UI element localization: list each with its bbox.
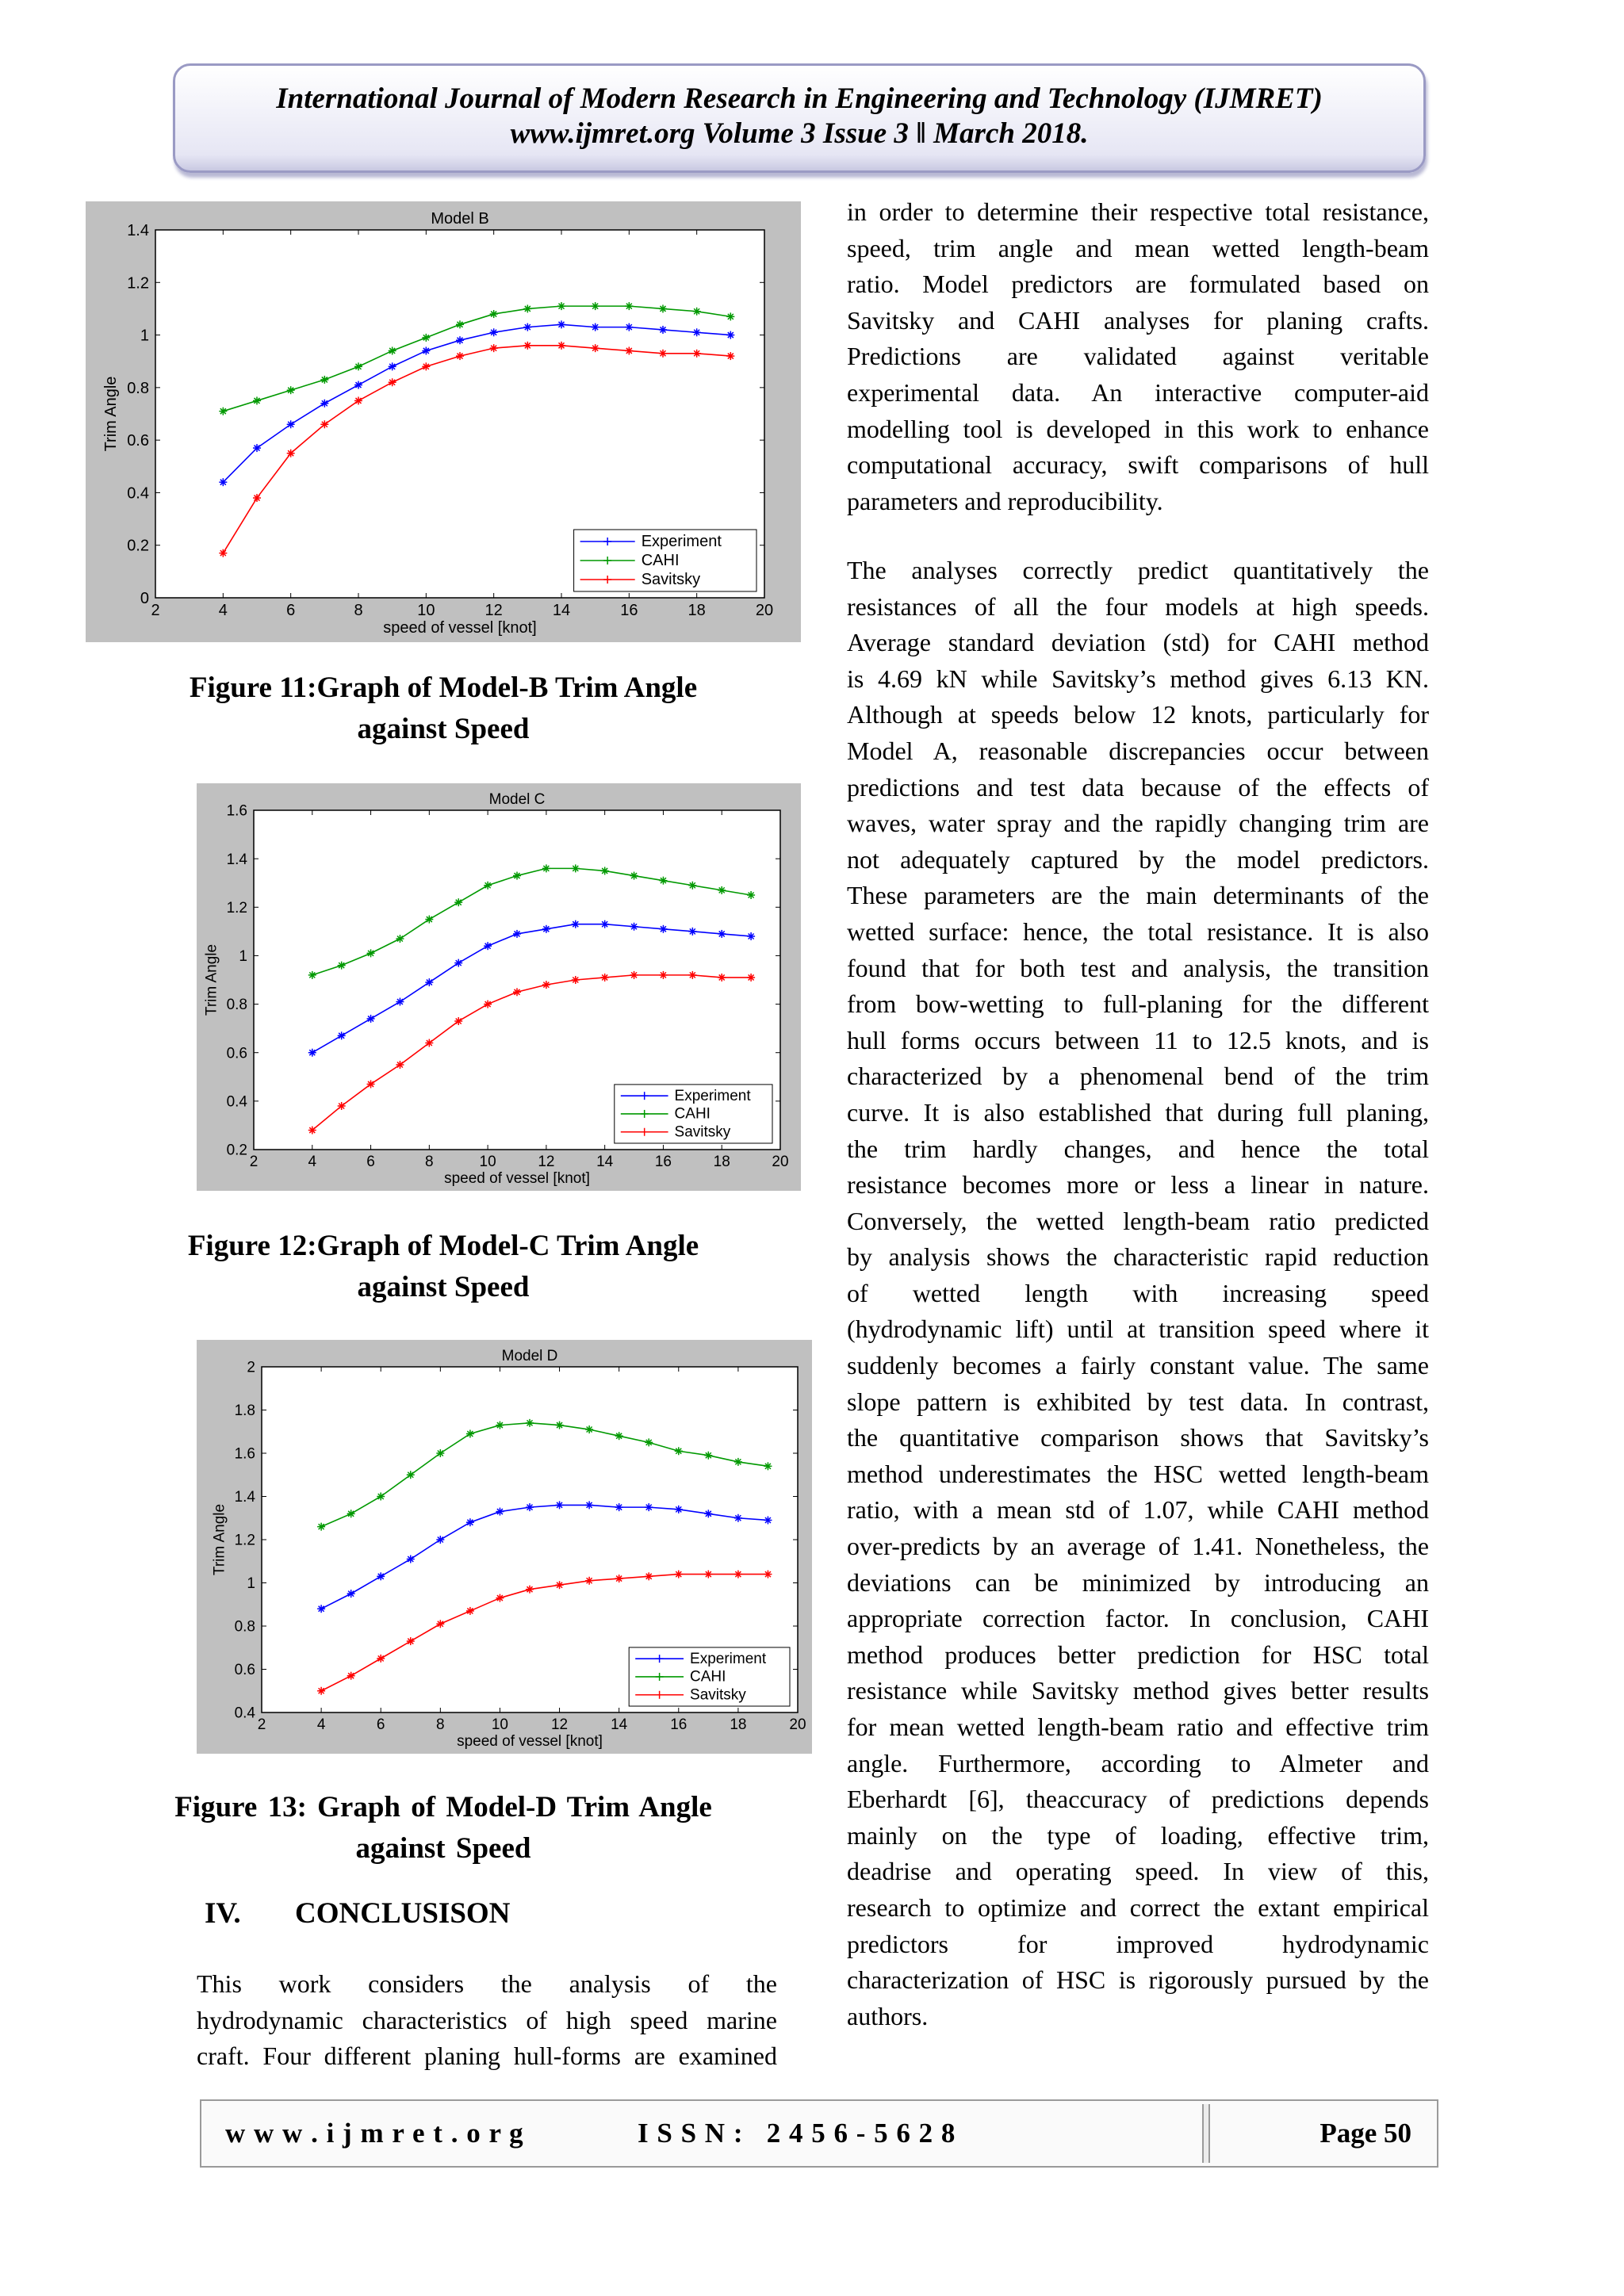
chart-title: Model C: [488, 791, 546, 808]
text-line: slope pattern is exhibited by test data. In contrast,: [847, 1387, 1429, 1416]
x-tick-label: 20: [789, 1716, 806, 1733]
figure-11-caption: [86, 668, 801, 750]
y-tick-label: 1: [247, 1575, 255, 1593]
text-line: computational accuracy, swift comparisons of hull: [847, 450, 1429, 480]
data-point-experiment: [645, 1503, 653, 1511]
text-line: characterized by a phenomenal bend of the trim: [847, 1062, 1429, 1091]
x-axis-label: speed of vessel [knot]: [457, 1732, 603, 1750]
text-line: research to optimize and correct the extant empirical: [847, 1892, 1429, 1922]
x-tick-label: 10: [479, 1154, 496, 1170]
y-tick-label: 1.4: [226, 851, 247, 868]
journal-issue: www.ijmret.org Volume 3 Issue 3 ǁ March 2018.: [510, 117, 1089, 150]
text-line: authors.: [847, 2001, 929, 2030]
x-tick-label: 10: [491, 1716, 509, 1733]
text-line: resistance becomes more or less a linear in nature.: [847, 1170, 1429, 1200]
text-line: angle. Furthermore, according to Almeter and: [847, 1748, 1429, 1777]
text-line: not adequately captured by the model predictors.: [847, 844, 1429, 874]
y-tick-label: 1.2: [226, 899, 247, 916]
section-number: IV.: [205, 1897, 241, 1930]
text-line: over-predicts by an average of 1.41. Nonetheless, the: [847, 1532, 1429, 1561]
data-point-experiment: [396, 998, 404, 1006]
data-point-savitsky: [377, 1655, 385, 1663]
legend-label-cahi: CAHI: [690, 1668, 726, 1686]
data-point-cahi: [625, 302, 633, 310]
data-point-experiment: [693, 328, 701, 336]
footer-divider: [1202, 2104, 1210, 2163]
text-line: resistance while Savitsky method gives better results: [847, 1676, 1429, 1705]
data-point-experiment: [734, 1514, 742, 1522]
x-tick-label: 4: [316, 1716, 326, 1733]
chart-legend: [574, 530, 756, 591]
data-point-savitsky: [436, 1620, 444, 1628]
y-tick-label: 0.2: [127, 537, 149, 555]
y-tick-label: 0.2: [226, 1142, 247, 1159]
data-point-savitsky: [396, 1061, 404, 1069]
text-line: the trim hardly changes, and hence the total: [847, 1134, 1429, 1163]
data-point-cahi: [645, 1438, 653, 1446]
text-line: Eberhardt [6], theaccuracy of predictions depends: [847, 1785, 1429, 1814]
data-point-cahi: [253, 396, 261, 404]
data-point-savitsky: [354, 396, 362, 404]
x-tick-label: 2: [249, 1154, 259, 1170]
text-line: characterization of HSC is rigorously pursued by the: [847, 1965, 1429, 1995]
x-tick-label: 14: [552, 602, 571, 619]
x-axis-label: speed of vessel [knot]: [444, 1169, 590, 1187]
y-tick-label: 2: [247, 1359, 255, 1376]
y-axis-label: Trim Angle: [102, 376, 120, 452]
chart-title: Model B: [431, 210, 489, 228]
x-tick-label: 14: [611, 1716, 628, 1733]
y-tick-label: 1.2: [127, 274, 149, 293]
data-point-cahi: [377, 1493, 385, 1501]
x-tick-label: 18: [713, 1154, 730, 1170]
text-line: is 4.69 kN while Savitsky’s method gives 6.13 KN.: [847, 664, 1429, 693]
data-point-cahi: [747, 891, 755, 899]
x-tick-label: 8: [425, 1154, 434, 1170]
figure-12-caption: [86, 1226, 801, 1308]
x-tick-label: 4: [308, 1154, 317, 1170]
text-line: hull forms occurs between 11 to 12.5 knots, and is: [847, 1025, 1429, 1054]
chart-title: Model D: [501, 1348, 558, 1364]
data-point-savitsky: [693, 350, 701, 358]
data-point-cahi: [726, 312, 734, 320]
figure-model-d-chart: [197, 1340, 812, 1754]
y-tick-label: 0.8: [234, 1618, 255, 1636]
footer-website: w w w . i j m r e t . o r g: [225, 2118, 524, 2149]
y-tick-label: 0: [140, 590, 149, 607]
data-point-savitsky: [389, 378, 396, 386]
text-line: ratio. Model predictors are formulated based on: [847, 270, 1429, 299]
legend-label-cahi: CAHI: [641, 552, 680, 569]
legend-label-experiment: Experiment: [690, 1650, 767, 1667]
data-point-savitsky: [659, 350, 667, 358]
text-line: mainly on the type of loading, effective trim,: [847, 1820, 1429, 1850]
text-line: predictions and test data because of the effects of: [847, 772, 1429, 802]
conclusion-paragraph-right-2: [847, 553, 1429, 2034]
section-title: CONCLUSISON: [295, 1897, 511, 1930]
data-point-cahi: [693, 308, 701, 316]
y-tick-label: 1.4: [234, 1489, 255, 1506]
data-point-savitsky: [454, 1017, 462, 1025]
x-tick-label: 12: [538, 1154, 555, 1170]
text-line: of wetted length with increasing speed: [847, 1278, 1429, 1307]
x-tick-label: 18: [730, 1716, 747, 1733]
page-footer: [200, 2099, 1438, 2168]
text-line: resistances of all the four models at high speeds.: [847, 591, 1429, 621]
y-tick-label: 0.6: [234, 1662, 255, 1679]
data-point-experiment: [320, 400, 328, 408]
text-line: Average standard deviation (std) for CAHI method: [847, 628, 1429, 657]
y-tick-label: 1.4: [127, 222, 149, 239]
legend-label-cahi: CAHI: [674, 1105, 710, 1123]
y-tick-label: 0.6: [127, 432, 149, 450]
text-line: Predictions are validated against veritable: [847, 342, 1429, 371]
x-tick-label: 2: [257, 1716, 266, 1733]
x-tick-label: 4: [218, 602, 228, 619]
text-line: suddenly becomes a fairly constant value. The same: [847, 1351, 1429, 1380]
text-line: found that for both test and analysis, the transition: [847, 953, 1429, 982]
figure-model-b-chart: [86, 201, 801, 642]
data-point-experiment: [747, 932, 755, 940]
legend-label-experiment: Experiment: [674, 1087, 751, 1104]
text-line: The analyses correctly predict quantitatively the: [847, 556, 1429, 584]
text-line: ratio, with a mean std of 1.07, while CAHI method: [847, 1495, 1429, 1525]
text-line: for mean wetted length-beam ratio and effective trim: [847, 1712, 1429, 1741]
text-line: by analysis shows the characteristic rapid reduction: [847, 1242, 1429, 1272]
journal-header: [173, 63, 1426, 173]
data-point-experiment: [526, 1503, 534, 1511]
figure-11-caption-text: Figure 11:Graph of Model-B Trim Angle against Speed: [189, 672, 698, 745]
text-line: wetted surface: hence, the total resistance. It is also: [847, 916, 1429, 946]
y-tick-label: 0.8: [226, 997, 247, 1014]
legend-label-experiment: Experiment: [641, 533, 722, 550]
x-tick-label: 6: [366, 1154, 375, 1170]
y-tick-label: 1.2: [234, 1532, 255, 1549]
data-point-savitsky: [308, 1127, 316, 1135]
text-line: parameters and reproducibility.: [847, 486, 1163, 515]
text-line: predictors for improved hydrodynamic: [847, 1929, 1429, 1958]
figure-13-caption: [86, 1787, 801, 1869]
y-tick-label: 1.8: [234, 1402, 255, 1420]
text-line: deviations can be minimized by introducing an: [847, 1567, 1429, 1597]
x-axis-label: speed of vessel [knot]: [383, 619, 537, 637]
y-tick-label: 1.6: [234, 1445, 255, 1463]
text-line: method produces better prediction for HSC total: [847, 1640, 1429, 1669]
text-line: appropriate correction factor. In conclusion, CAHI: [847, 1604, 1429, 1633]
legend-label-savitsky: Savitsky: [690, 1686, 746, 1704]
text-line: in order to determine their respective total resistance,: [847, 197, 1429, 226]
text-line: Savitsky and CAHI analyses for planing crafts.: [847, 305, 1429, 335]
data-point-experiment: [625, 323, 633, 331]
data-point-savitsky: [592, 344, 599, 352]
text-line: speed, trim angle and mean wetted length-beam: [847, 233, 1429, 262]
text-line: These parameters are the main determinants of the: [847, 881, 1429, 910]
data-point-cahi: [396, 935, 404, 943]
footer-page-number: Page 50: [1320, 2118, 1411, 2149]
text-line: Model A, reasonable discrepancies occur between: [847, 736, 1429, 765]
y-axis-label: Trim Angle: [211, 1503, 228, 1576]
x-tick-label: 18: [688, 602, 706, 619]
conclusion-paragraph-right-1: [847, 194, 1429, 519]
x-tick-label: 12: [485, 602, 503, 619]
text-line: modelling tool is developed in this work to enhance: [847, 414, 1429, 443]
x-tick-label: 14: [596, 1154, 614, 1170]
y-tick-label: 0.4: [234, 1705, 255, 1722]
data-point-experiment: [592, 323, 599, 331]
legend-label-savitsky: Savitsky: [674, 1123, 731, 1141]
data-point-savitsky: [320, 420, 328, 428]
data-point-savitsky: [572, 976, 580, 984]
x-tick-label: 20: [755, 602, 774, 619]
text-line: curve. It is also established that during full planing,: [847, 1097, 1429, 1127]
x-tick-label: 16: [654, 1154, 672, 1170]
text-line: hydrodynamic characteristics of high speed marine: [197, 2005, 777, 2034]
figure-13-caption-text: Figure 13: Graph of Model-D Trim Angle against Speed: [174, 1791, 712, 1865]
chart-legend: [615, 1085, 772, 1143]
data-point-savitsky: [253, 494, 261, 502]
text-line: experimental data. An interactive computer-aid: [847, 377, 1429, 407]
data-point-cahi: [407, 1471, 415, 1479]
legend-label-savitsky: Savitsky: [641, 571, 701, 588]
x-tick-label: 10: [417, 602, 435, 619]
y-tick-label: 0.8: [127, 379, 149, 397]
text-line: craft. Four different planing hull-forms are examined: [197, 2042, 777, 2071]
data-point-experiment: [523, 323, 531, 331]
text-line: the quantitative comparison shows that Savitsky’s: [847, 1423, 1429, 1452]
data-point-cahi: [592, 302, 599, 310]
y-tick-label: 1: [140, 327, 149, 345]
text-line: waves, water spray and the rapidly changing trim are: [847, 809, 1429, 838]
journal-title: International Journal of Modern Research in Engineering and Technology (IJMRET): [276, 82, 1323, 115]
x-tick-label: 8: [436, 1716, 445, 1733]
y-tick-label: 1.6: [226, 802, 247, 820]
figure-12-caption-text: Figure 12:Graph of Model-C Trim Angle against Speed: [187, 1230, 699, 1303]
data-point-savitsky: [317, 1687, 325, 1695]
text-line: Conversely, the wetted length-beam ratio predicted: [847, 1206, 1429, 1235]
text-line: from bow-wetting to full-planing for the different: [847, 989, 1429, 1019]
text-line: Although at speeds below 12 knots, particularly for: [847, 700, 1429, 729]
y-axis-label: Trim Angle: [203, 943, 220, 1016]
text-line: This work considers the analysis of the: [197, 1969, 777, 1998]
figure-model-c-chart: [197, 783, 801, 1191]
x-tick-label: 2: [151, 602, 160, 619]
data-point-cahi: [557, 302, 565, 310]
data-point-savitsky: [287, 450, 295, 457]
y-tick-label: 1: [239, 948, 247, 966]
data-point-experiment: [615, 1503, 623, 1511]
x-tick-label: 6: [376, 1716, 385, 1733]
x-tick-label: 20: [772, 1154, 789, 1170]
y-tick-label: 0.4: [127, 484, 149, 503]
x-tick-label: 12: [550, 1716, 569, 1733]
chart-legend: [629, 1647, 790, 1706]
x-tick-label: 8: [354, 602, 363, 619]
text-line: method underestimates the HSC wetted length-beam: [847, 1459, 1429, 1488]
footer-issn: I S S N : 2 4 5 6 - 5 6 2 8: [638, 2118, 956, 2149]
text-line: deadrise and operating speed. In view of this,: [847, 1857, 1429, 1886]
x-tick-label: 16: [620, 602, 638, 619]
x-tick-label: 16: [670, 1716, 688, 1733]
conclusion-paragraph-left: [197, 1966, 777, 2075]
x-tick-label: 6: [286, 602, 296, 619]
y-tick-label: 0.6: [226, 1045, 247, 1062]
data-point-experiment: [287, 420, 295, 428]
y-tick-label: 0.4: [226, 1093, 247, 1111]
text-line: (hydrodynamic lift) until at transition speed where it: [847, 1314, 1429, 1344]
